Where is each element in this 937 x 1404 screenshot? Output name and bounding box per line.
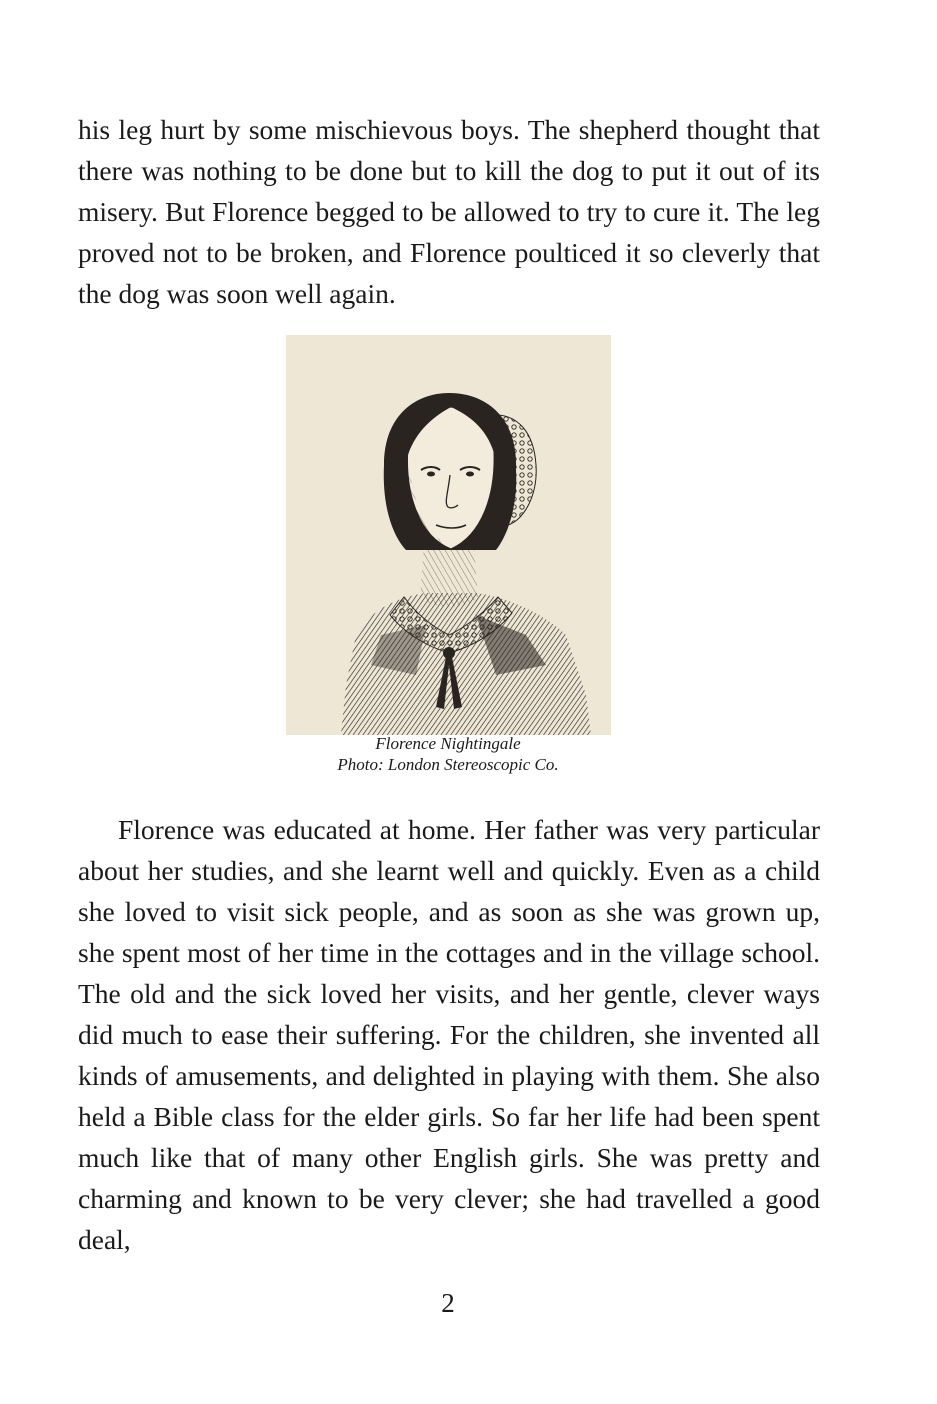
figure-caption-credit: Photo: London Stereoscopic Co. <box>337 755 559 774</box>
body-paragraph: Florence was educated at home. Her father was very particular about her studies, and she learnt well and quickly. Even as a child she loved to visit sick people, and as soon as she was grown up, she spent most of her time in the cottages and in the village school. The old and the sick loved her visits, and her gentle, clever ways did much to ease their suffering. For the children, she invented all kinds of amusements, and delighted in playing with them. She also held a Bible class for the elder girls. So far her life had been spent much like that of many other English girls. She was pretty and charming and known to be very clever; she had travelled a good deal, <box>78 814 820 1255</box>
body-paragraph: his leg hurt by some mischievous boys. The shepherd thought that there was nothing to be done but to kill the dog to put it out of its misery. But Florence begged to be allowed to try to cure it. The leg proved not to be broken, and Florence poulticed it so cleverly that the dog was soon well again. <box>78 114 820 309</box>
figure-caption-title: Florence Nightingale <box>375 734 521 753</box>
portrait-illustration <box>286 335 611 735</box>
page-number: 2 <box>441 1288 455 1318</box>
portrait-engraving <box>286 335 611 735</box>
